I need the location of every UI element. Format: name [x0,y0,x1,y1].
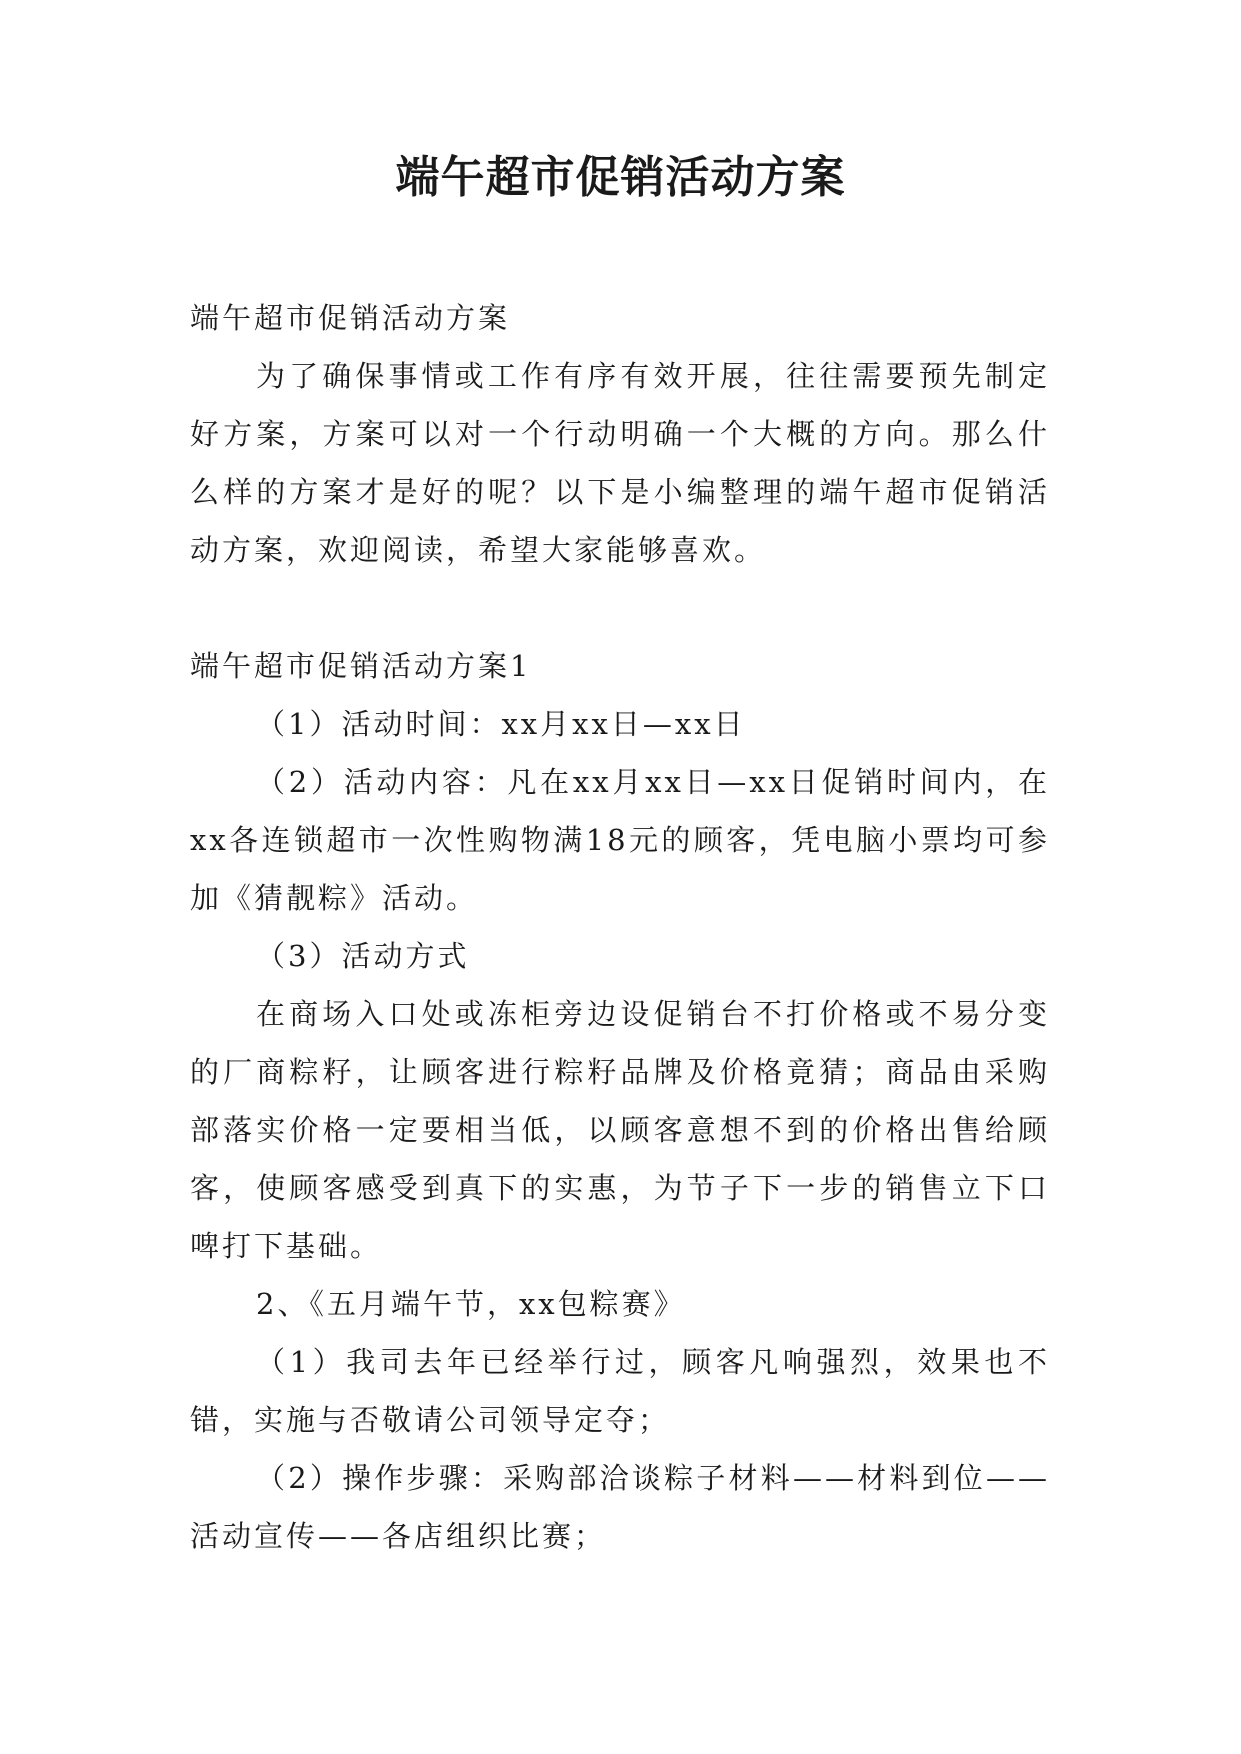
activity-method-item: （3）活动方式 [256,939,470,973]
section2-item-1: （1）我司去年已经举行过，顾客凡响强烈，效果也不错，实施与否敬请公司领导定夺； [190,1345,1050,1437]
document-subtitle: 端午超市促销活动方案 [190,301,511,335]
section-heading-1: 端午超市促销活动方案1 [190,649,532,683]
section2-item-2: （2）操作步骤：采购部洽谈粽子材料——材料到位——活动宣传——各店组织比赛； [190,1461,1050,1553]
activity-method-paragraph: 在商场入口处或冻柜旁边设促销台不打价格或不易分变的厂商粽籽，让顾客进行粽籽品牌及价格竟猜；商品由采购部落实价格一定要相当低，以顾客意想不到的价格出售给顾客，使顾客感受到真下的实惠，为节子下一步的销售立下口啤打下基础。 [190,997,1050,1263]
paragraph-gap [190,579,1050,637]
intro-paragraph: 为了确保事情或工作有序有效开展，往往需要预先制定好方案，方案可以对一个行动明确一个大概的方向。那么什么样的方案才是好的呢？以下是小编整理的端午超市促销活动方案，欢迎阅读，希望大家能够喜欢。 [190,359,1050,567]
document-body [190,289,1050,1565]
document-title: 端午超市促销活动方案 [395,152,846,203]
activity-time-item: （1）活动时间：xx月xx日—xx日 [256,707,746,741]
activity-content-item: （2）活动内容：凡在xx月xx日—xx日促销时间内，在xx各连锁超市一次性购物满18元的顾客，凭电脑小票均可参加《猜靓粽》活动。 [190,765,1050,915]
section-heading-2: 2、《五月端午节，xx包粽赛》 [256,1287,686,1321]
